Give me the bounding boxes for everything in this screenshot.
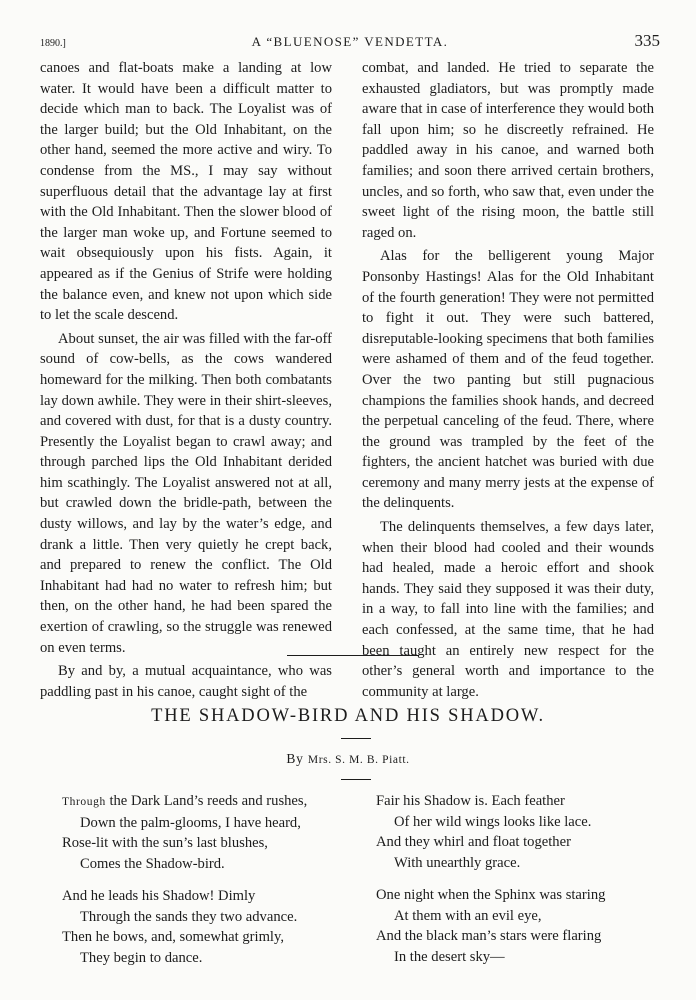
poem-line: Through the sands they two advance. bbox=[80, 908, 298, 925]
poem-left-column bbox=[62, 791, 307, 980]
poem-line: At them with an evil eye, bbox=[394, 907, 542, 924]
paragraph: canoes and flat-boats make a landing at low water. It would have been a difficult matter to decide which man to back. The Loyalist was of the larger build; but the Old Inhabitant, on the other hand, seemed the more active and wiry. To condense from the MS., I may say without superfluous detail that the advantage lay at first with the Old Inhabitant. Then the slower blood of the larger man woke up, and Fortune seemed to wait obsequiously upon his fists. Again, it appeared as if the Genius of Strife were holding the balance even, and knew not upon which side to let the scale descend. bbox=[40, 60, 332, 324]
poem-line: And they whirl and float together bbox=[376, 834, 571, 850]
poem-line: With unearthly grace. bbox=[394, 854, 521, 871]
author-name: Mrs. S. M. B. Piatt. bbox=[307, 754, 410, 766]
byline-prefix: By bbox=[286, 751, 304, 766]
paragraph: About sunset, the air was filled with the far-off sound of cow-bells, as the cows wandered homeward for the milking. Then both combatants lay down awhile. They were in their shirt-sleeves, and covered with dust, for that is a dusty country. Presently the Loyalist began to crawl away; and through parched lips the Old Inhabitant derided him scathingly. The Loyalist answered not at all, but crawled down the bridle-path, between the dusty willows, and lay by the water’s edge, and drank a little. Then very quietly he crept back, and prepared to renew the conflict. The Old Inhabitant had had no water to refresh him; but then, on the other hand, he had been spared the exertion of crawling, so the struggle was renewed on even terms. bbox=[40, 330, 332, 656]
header-title: A “BLUENOSE” VENDETTA. bbox=[251, 34, 449, 49]
poem-line: Comes the Shadow-bird. bbox=[80, 855, 225, 872]
stanza bbox=[62, 886, 307, 968]
article-right-column bbox=[362, 58, 654, 705]
poem-line: They begin to dance. bbox=[80, 949, 203, 966]
poem-line: Of her wild wings looks like lace. bbox=[394, 813, 592, 830]
poem-byline bbox=[0, 751, 696, 767]
poem-line: Through the Dark Land’s reeds and rushes, bbox=[62, 793, 308, 809]
stanza bbox=[376, 885, 605, 967]
running-header bbox=[40, 32, 660, 52]
poem-line: Fair his Shadow is. Each feather bbox=[376, 793, 565, 809]
stanza bbox=[62, 791, 307, 874]
paragraph: By and by, a mutual acquaintance, who was paddling past in his canoe, caught sight of the bbox=[40, 663, 332, 700]
poem-line: One night when the Sphinx was staring bbox=[376, 887, 606, 903]
section-divider bbox=[287, 655, 419, 656]
poem-title: THE SHADOW-BIRD AND HIS SHADOW. bbox=[151, 706, 545, 726]
first-word: Through bbox=[62, 796, 106, 808]
poem-line: Then he bows, and, somewhat grimly, bbox=[62, 929, 284, 945]
poem-line: And he leads his Shadow! Dimly bbox=[62, 888, 256, 904]
header-year: 1890.] bbox=[40, 38, 66, 49]
title-rule bbox=[341, 738, 371, 739]
poem-right-column bbox=[376, 791, 605, 979]
paragraph: The delinquents themselves, a few days later, when their blood had cooled and their wounds had healed, made a heroic effort and shook hands. They said they supposed it was their duty, in a way, to fall into line with the families; and each confessed, at the same time, that he had been taught an entirely new respect for the other’s general worth and importance to the community at large. bbox=[362, 519, 654, 700]
paragraph: combat, and landed. He tried to separate the exhausted gladiators, but was promptly made aware that in case of interference they would both fall upon him; so he discreetly refrained. He paddled away in his canoe, and warned both families; and soon there arrived certain brothers, uncles, and so forth, who saw that, even under the sweet light of the rising moon, the battle still raged on. bbox=[362, 60, 654, 241]
poem-line: In the desert sky— bbox=[394, 948, 505, 965]
byline-rule bbox=[341, 779, 371, 780]
paragraph: Alas for the belligerent young Major Ponsonby Hastings! Alas for the Old Inhabitant of the fourth generation! They were not permitted to fight it out. They were such battered, disreputable-looking specimens that both families were ashamed of them and of the feud together. Over the two panting but still pugnacious champions the families shook hands, and decreed the perpetual canceling of the feud. There, where the ground was trampled by the feet of the fighters, the ancient hatchet was buried with due ceremony and many merry jests at the expense of the delinquents. bbox=[362, 248, 654, 512]
poem-line: Down the palm-glooms, I have heard, bbox=[80, 814, 301, 831]
article-left-column bbox=[40, 58, 332, 705]
page-number: 335 bbox=[634, 31, 660, 50]
stanza bbox=[376, 791, 605, 873]
poem-line: Rose-lit with the sun’s last blushes, bbox=[62, 835, 268, 851]
poem-line: And the black man’s stars were flaring bbox=[376, 928, 602, 944]
